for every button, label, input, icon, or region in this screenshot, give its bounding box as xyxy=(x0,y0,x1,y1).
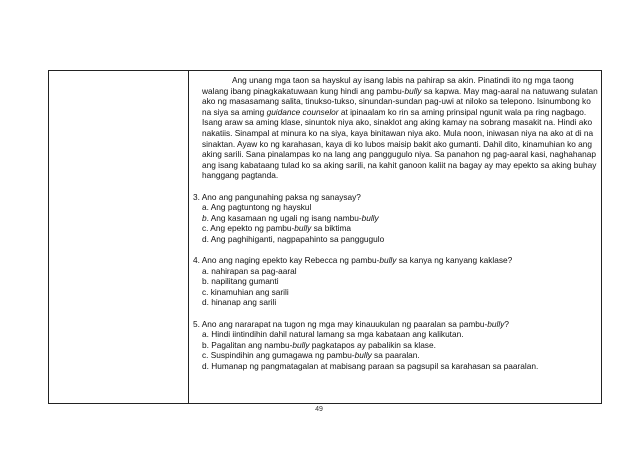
option-c: c. kinamuhian ang sarili xyxy=(202,286,289,297)
question-4 xyxy=(193,255,598,308)
option-d: d. Ang paghihiganti, nagpapahinto sa panggugulo xyxy=(202,233,385,244)
right-column-content xyxy=(193,75,598,382)
essay-passage xyxy=(193,75,598,181)
option-a: a. nahirapan sa pag-aaral xyxy=(202,265,297,276)
option-b: b. napilitang gumanti xyxy=(202,276,279,287)
question-5-options xyxy=(193,329,598,371)
option-a: a. Ang pagtuntong ng hayskul xyxy=(202,202,312,213)
option-d: d. hinanap ang sarili xyxy=(202,297,277,308)
option-b: b. Ang kasamaan ng ugali ng isang nambu-bully xyxy=(202,212,379,223)
option-c: c. Suspindihin ang gumagawa ng pambu-bully sa paaralan. xyxy=(202,350,420,361)
option-d: d. Humanap ng pangmatagalan at mabisang paraan sa pagsupil sa karahasan sa paaralan. xyxy=(202,361,539,372)
column-divider xyxy=(188,70,189,404)
question-4-options xyxy=(193,266,598,308)
question-4-text: 4. Ano ang naging epekto kay Rebecca ng pambu-bully sa kanya ng kanyang kaklase? xyxy=(193,255,513,266)
question-3-text: 3. Ano ang pangunahing paksa ng sanaysay? xyxy=(193,191,361,202)
question-3 xyxy=(193,192,598,245)
option-c: c. Ang epekto ng pambu-bully sa biktima xyxy=(202,223,351,234)
question-5 xyxy=(193,319,598,372)
question-3-options xyxy=(193,202,598,244)
question-5-text: 5. Ano ang nararapat na tugon ng mga may kinauukulan ng paaralan sa pambu-bully? xyxy=(193,318,509,329)
option-a: a. Hindi iintindihin dahil natural lamang sa mga kabataan ang kalikutan. xyxy=(202,329,464,340)
passage-paragraph: Ang unang mga taon sa hayskul ay isang labis na pahirap sa akin. Pinatindi ito ng mga taong walang ibang pinagkakatuwaan kung hindi ang pambu-bully sa kapwa. May mag-aaral na natuwang sulatan ako ng masasamang salita, tinukso-tukso, sinundan-sundan pag-uwi at niloko sa telepono. Isinumbong ko na siya sa aming guidance counselor at ipinaalam ko rin sa aming prinsipal ngunit wala pa ring nagbago. Isang araw sa aming klase, sinuntok niya ako, sinaklot ang aking kamay na sobrang masakit na. Hindi ako nakatiis. Sinampal at minura ko na siya, kaya binitawan niya ako. Mula noon, iniwasan niya na ako at di na sinaktan. Ayaw ko ng karahasan, kaya di ko lubos maisip bakit ako gumanti. Dahil dito, kinamuhian ko ang aking sarili. Sana pinalampas ko na lang ang panggugulo niya. Sa panahon ng pag-aaral kasi, naghahanap ang isang kabataang tulad ko sa aking sarili, na kahit ganoon kaliit na bagay ay may epekto sa aking buhay hanggang pagtanda. xyxy=(202,75,598,181)
option-b: b. Pagalitan ang nambu-bully pagkatapos ay pabalikin sa klase. xyxy=(202,339,436,350)
page-number: 49 xyxy=(315,406,323,413)
